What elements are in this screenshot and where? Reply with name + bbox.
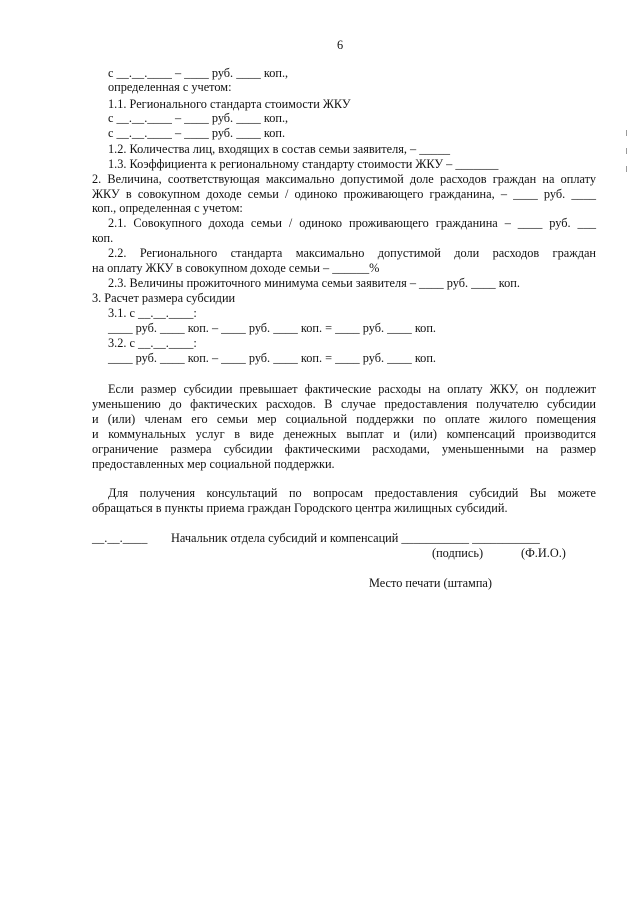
form-line: с __.__.____ – ____ руб. ____ коп., xyxy=(108,111,289,125)
paragraph-line: уменьшению до фактических расходов. В случае предоставления получателю субсидии xyxy=(92,397,596,411)
form-line: 3.2. с __.__.____: xyxy=(108,336,197,350)
signature-name-caption: (Ф.И.О.) xyxy=(521,546,566,560)
form-line: 2.1. Совокупного дохода семьи / одиноко проживающего гражданина – ____ руб. ___ xyxy=(108,216,596,230)
scan-mark xyxy=(626,148,627,154)
form-line: 3.1. с __.__.____: xyxy=(108,306,197,320)
form-line: 1.3. Коэффициента к региональному стандарту стоимости ЖКУ – _______ xyxy=(108,157,499,171)
form-line: с __.__.____ – ____ руб. ____ коп., xyxy=(108,66,289,80)
seal-caption: Место печати (штампа) xyxy=(369,576,492,590)
scan-mark xyxy=(626,130,627,136)
form-line: 1.2. Количества лиц, входящих в состав семьи заявителя, – _____ xyxy=(108,142,451,156)
signature-sign-caption: (подпись) xyxy=(432,546,484,560)
paragraph-line: Если размер субсидии превышает фактические расходы на оплату ЖКУ, он подлежит xyxy=(108,382,596,396)
signature-date: __.__.____ xyxy=(92,531,148,545)
form-line: ____ руб. ____ коп. – ____ руб. ____ коп. = ____ руб. ____ коп. xyxy=(108,321,436,335)
scan-mark xyxy=(626,166,627,172)
form-line: коп., определенная с учетом: xyxy=(92,201,243,215)
paragraph-line: ограничение размера субсидии фактическими расходами, уменьшенными на размер xyxy=(92,442,596,456)
paragraph-line: и (или) членам его семьи мер социальной поддержки по оплате жилого помещения xyxy=(92,412,596,426)
paragraph-line: обращаться в пункты приема граждан Городского центра жилищных субсидий. xyxy=(92,501,508,515)
page-number: 6 xyxy=(337,38,344,52)
signature-position: Начальник отдела субсидий и компенсаций ___________ ___________ xyxy=(171,531,540,545)
form-line: на оплату ЖКУ в совокупном доходе семьи – ______% xyxy=(92,261,380,275)
form-line: 1.1. Регионального стандарта стоимости ЖКУ xyxy=(108,97,351,111)
form-line: 3. Расчет размера субсидии xyxy=(92,291,236,305)
form-line: определенная с учетом: xyxy=(108,80,232,94)
form-line: с __.__.____ – ____ руб. ____ коп. xyxy=(108,126,286,140)
form-line: 2.2. Регионального стандарта максимально допустимой доли расходов граждан xyxy=(108,246,596,260)
form-line: 2. Величина, соответствующая максимально допустимой доле расходов граждан на оплату xyxy=(92,172,596,186)
form-line: ____ руб. ____ коп. – ____ руб. ____ коп. = ____ руб. ____ коп. xyxy=(108,351,436,365)
form-line: коп. xyxy=(92,231,114,245)
paragraph-line: предоставленных мер социальной поддержки. xyxy=(92,457,335,471)
form-line: 2.3. Величины прожиточного минимума семьи заявителя – ____ руб. ____ коп. xyxy=(108,276,520,290)
paragraph-line: и коммунальных услуг в виде денежных выплат и (или) компенсаций производится xyxy=(92,427,596,441)
form-line: ЖКУ в совокупном доходе семьи / одиноко проживающего гражданина, – ____ руб. ____ xyxy=(92,187,596,201)
paragraph-line: Для получения консультаций по вопросам предоставления субсидий Вы можете xyxy=(108,486,596,500)
